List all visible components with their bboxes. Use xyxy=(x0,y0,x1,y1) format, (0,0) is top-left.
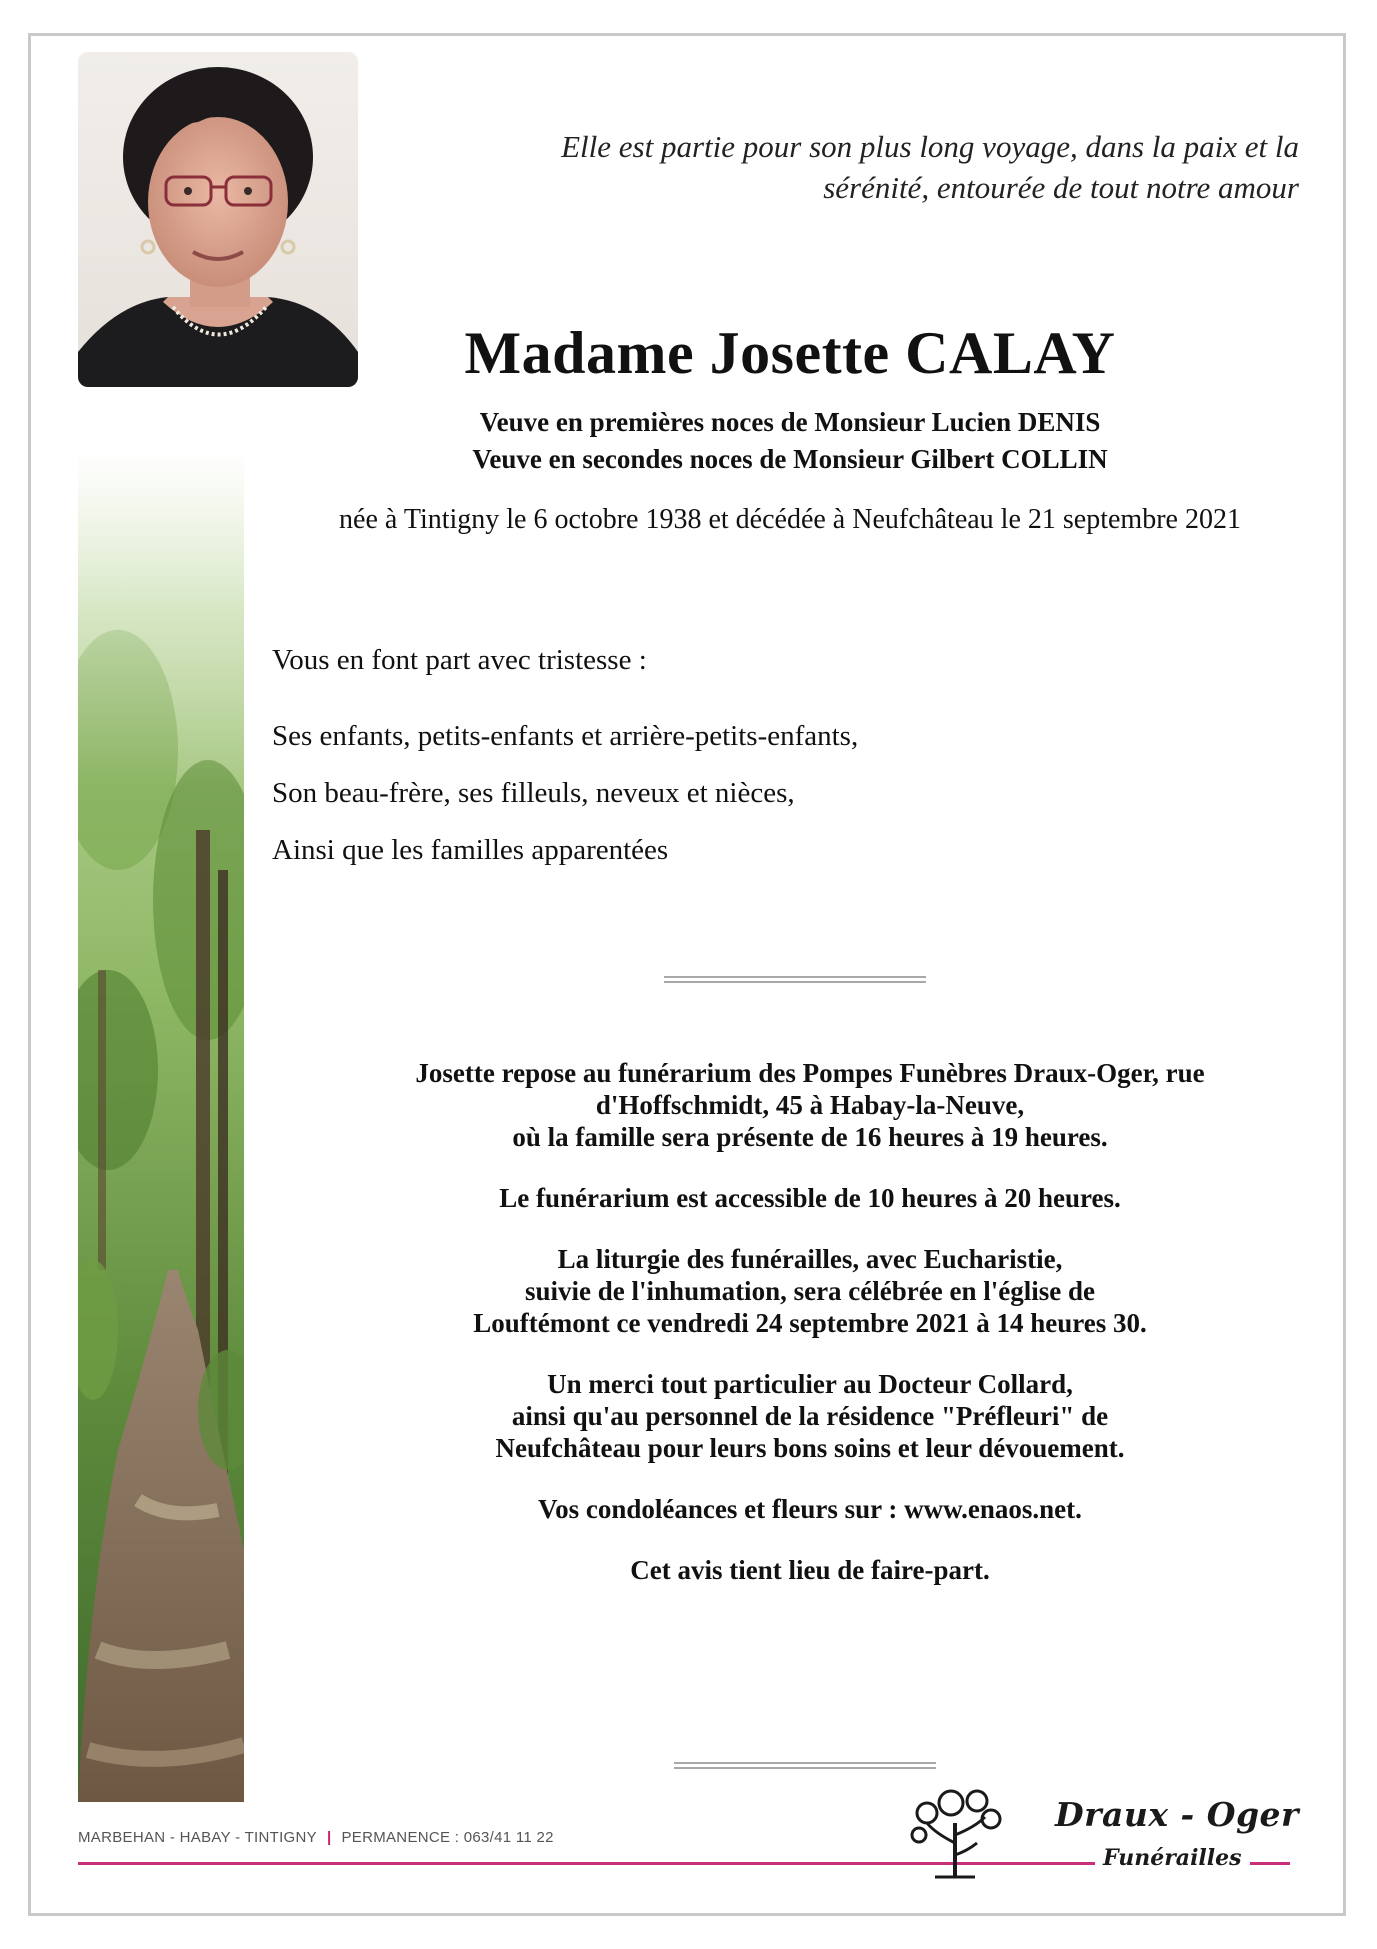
epigraph xyxy=(439,126,1299,208)
condolences-paragraph xyxy=(330,1493,1290,1525)
viewing-paragraph xyxy=(330,1057,1290,1153)
announcement-intro: Vous en font part avec tristesse : xyxy=(272,644,647,676)
brand-name: Draux - Oger xyxy=(1055,1795,1299,1834)
info-line: suivie de l'inhumation, sera célébrée en l'église de xyxy=(525,1276,1095,1306)
liturgy-paragraph xyxy=(330,1243,1290,1339)
info-line: Cet avis tient lieu de faire-part. xyxy=(630,1555,990,1585)
birth-death-dates: née à Tintigny le 6 octobre 1938 et décédée à Neufchâteau le 21 septembre 2021 xyxy=(339,504,1241,535)
info-line: Neufchâteau pour leurs bons soins et leur dévouement. xyxy=(495,1433,1125,1463)
info-line: d'Hoffschmidt, 45 à Habay-la-Neuve, xyxy=(595,1090,1025,1120)
family-line: Son beau-frère, ses filleuls, neveux et nièces, xyxy=(272,777,795,809)
info-line: Josette repose au funérarium des Pompes Funèbres Draux-Oger, rue xyxy=(415,1058,1205,1088)
widow-line-second: Veuve en secondes noces de Monsieur Gilbert COLLIN xyxy=(472,444,1108,474)
separator xyxy=(674,1762,936,1769)
footer-locations: MARBEHAN - HABAY - TINTIGNY xyxy=(78,1829,317,1846)
family-list xyxy=(272,708,858,879)
thanks-paragraph xyxy=(330,1368,1290,1464)
info-line: Le funérarium est accessible de 10 heures à 20 heures. xyxy=(499,1183,1121,1213)
widow-line-first: Veuve en premières noces de Monsieur Lucien DENIS xyxy=(479,407,1101,437)
tree-logo-icon xyxy=(905,1783,1007,1879)
footer-permanence: PERMANENCE : 063/41 11 22 xyxy=(341,1829,554,1846)
info-line: ainsi qu'au personnel de la résidence "Préfleuri" de xyxy=(511,1401,1109,1431)
forest-path-image xyxy=(78,450,244,1802)
info-line: Louftémont ce vendredi 24 septembre 2021 à 14 heures 30. xyxy=(473,1308,1147,1338)
separator xyxy=(664,976,926,983)
family-line: Ses enfants, petits-enfants et arrière-petits-enfants, xyxy=(272,720,859,752)
info-line: Vos condoléances et fleurs sur : www.enaos.net. xyxy=(538,1494,1082,1524)
info-line: où la famille sera présente de 16 heures à 19 heures. xyxy=(512,1122,1108,1152)
opening-hours-paragraph xyxy=(330,1182,1290,1214)
epigraph-line: sérénité, entourée de tout notre amour xyxy=(823,170,1299,205)
footer-contact xyxy=(78,1829,554,1846)
funeral-information xyxy=(330,1057,1290,1615)
brand-subtitle: Funérailles xyxy=(1095,1845,1250,1871)
widowhood-lines xyxy=(290,404,1290,478)
family-line: Ainsi que les familles apparentées xyxy=(272,834,669,866)
info-line: Un merci tout particulier au Docteur Collard, xyxy=(547,1369,1073,1399)
footer-divider: | xyxy=(326,1829,332,1846)
notice-paragraph xyxy=(330,1554,1290,1586)
deceased-name: Madame Josette CALAY xyxy=(464,320,1116,386)
epigraph-line: Elle est partie pour son plus long voyage, dans la paix et la xyxy=(561,129,1299,164)
info-line: La liturgie des funérailles, avec Eucharistie, xyxy=(557,1244,1063,1274)
